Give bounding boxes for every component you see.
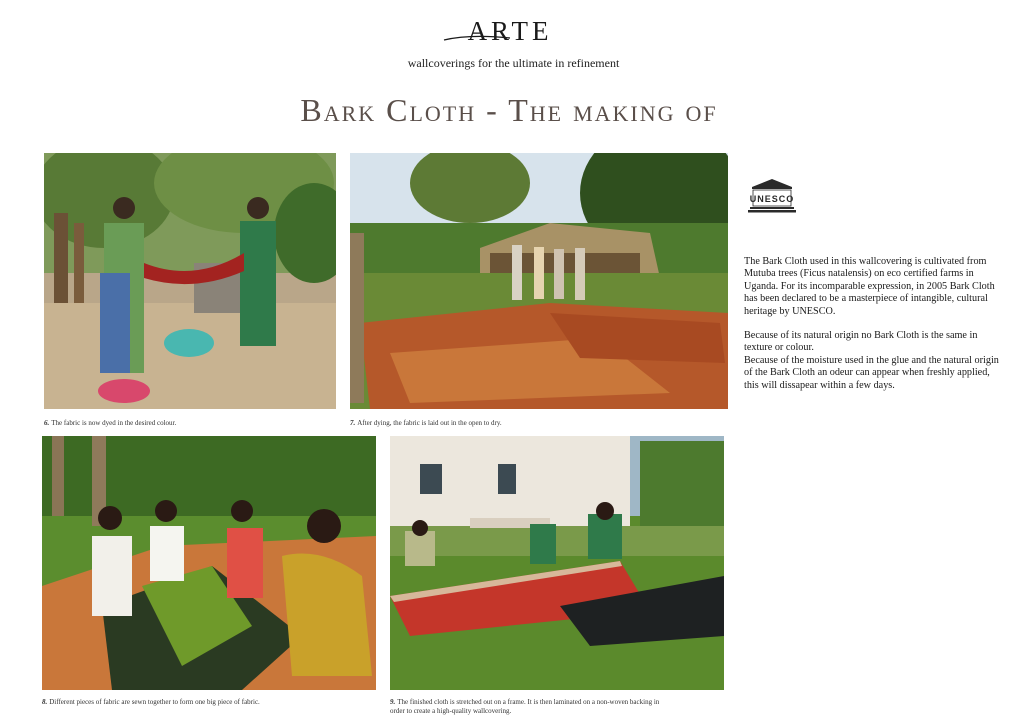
paragraph-uniqueness: Because of its natural origin no Bark Cloth is the same in texture or colour. [744, 330, 978, 354]
caption-photo-7 [350, 419, 728, 428]
photo-frame [390, 436, 724, 690]
photo-dyeing [44, 153, 336, 409]
caption-text: Different pieces of fabric are sewn together to form one big piece of fabric. [49, 698, 260, 706]
logo-text: ARTE [467, 16, 553, 46]
caption-photo-9 [390, 698, 724, 716]
description [744, 256, 1006, 404]
caption-text: The fabric is now dyed in the desired colour. [51, 419, 177, 427]
arte-logo [440, 16, 580, 46]
photo-sewing [42, 436, 376, 690]
caption-text-continued: order to create a high-quality wallcovering. [390, 707, 512, 715]
caption-number: 7. [350, 419, 356, 427]
paragraph-origin: The Bark Cloth used in this wallcovering is cultivated from Mutuba trees (Ficus natalensis) on eco certified farms in Uganda. For its incomparable expression, in 2005 Bark Cloth has been declared to be a masterpiece of intangible, cultural heritage by UNESCO. [744, 256, 995, 317]
caption-number: 6. [44, 419, 50, 427]
unesco-temple-icon [748, 177, 796, 215]
photo-drying [350, 153, 728, 409]
tagline: wallcoverings for the ultimate in refinement [407, 56, 620, 70]
caption-number: 8. [42, 698, 48, 706]
paragraph-odour: Because of the moisture used in the glue and the natural origin of the Bark Cloth an odeur can appear when freshly applied, this will dissapear within a few days. [744, 354, 999, 391]
caption-photo-8 [42, 698, 376, 707]
caption-photo-6 [44, 419, 336, 428]
page-title: Bark Cloth - The making of [300, 92, 718, 128]
caption-number: 9. [390, 698, 396, 706]
unesco-label: UNESCO [749, 194, 795, 204]
caption-text: After dying, the fabric is laid out in the open to dry. [357, 419, 502, 427]
unesco-logo [748, 177, 796, 215]
caption-text: The finished cloth is stretched out on a frame. It is then laminated on a non-woven backing in [397, 698, 660, 706]
